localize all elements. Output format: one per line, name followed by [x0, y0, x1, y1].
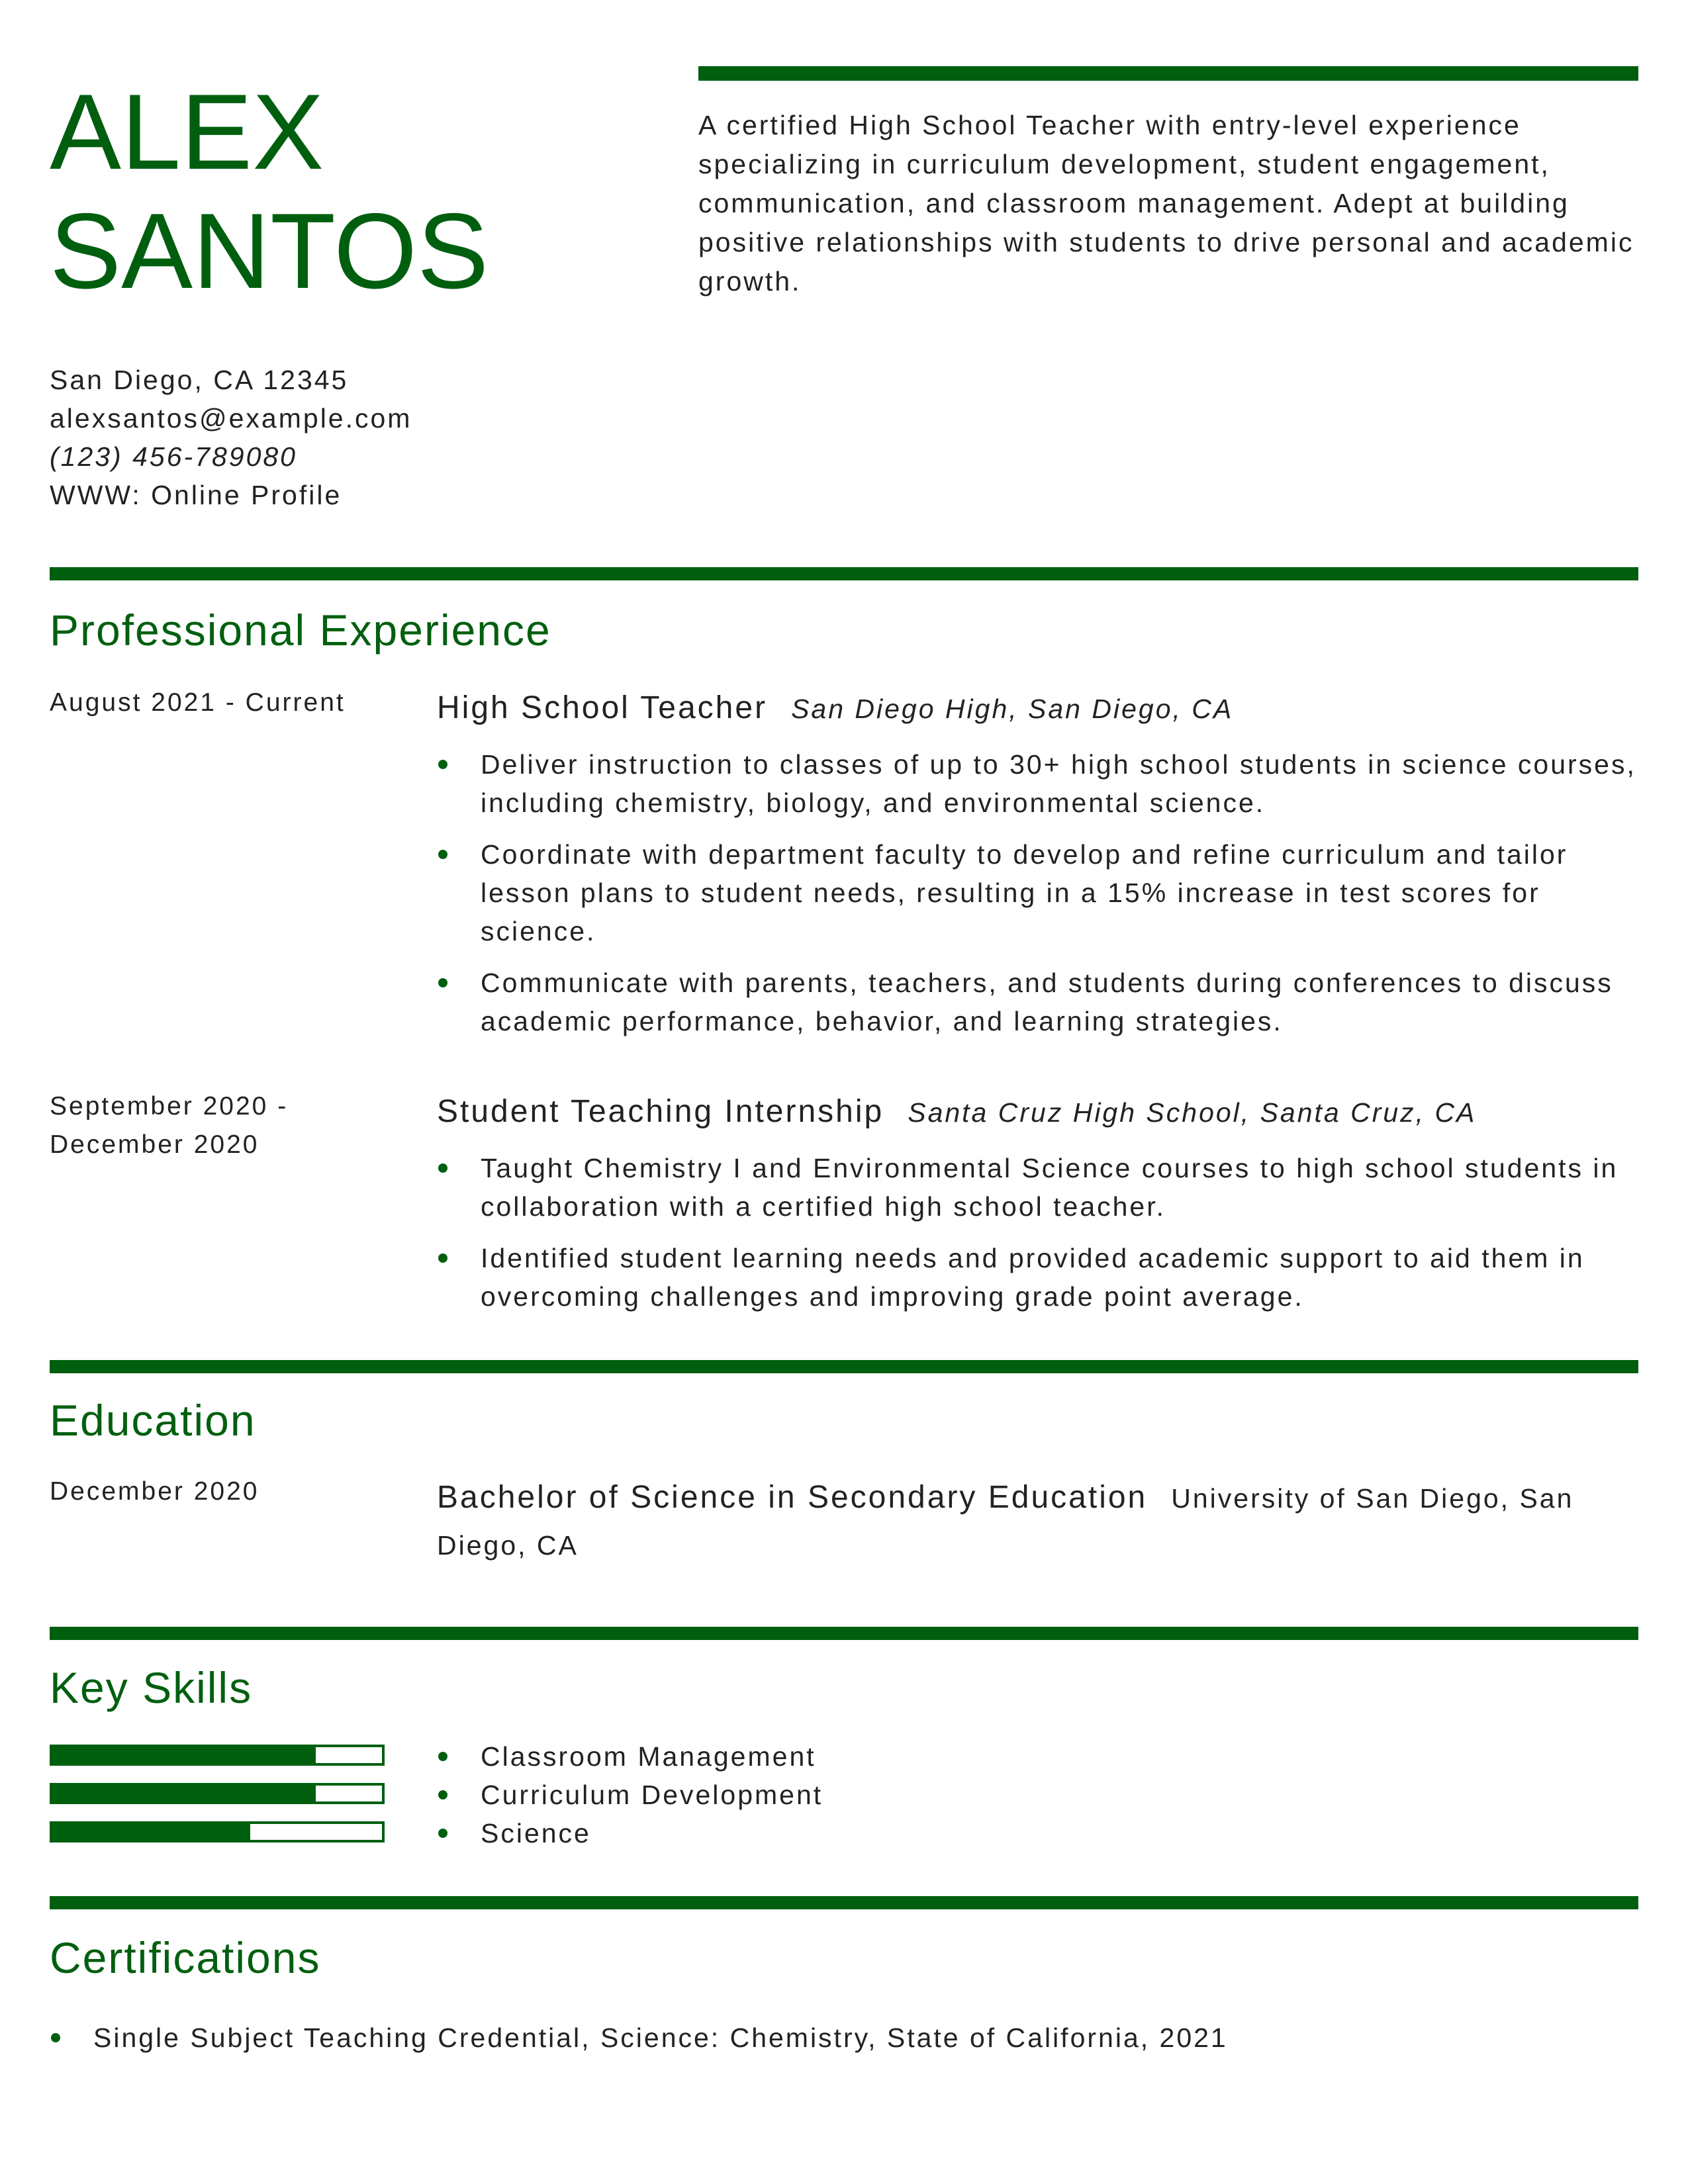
job-heading [437, 685, 1638, 732]
experience-title: Professional Experience [50, 606, 551, 655]
skill-level-fill [52, 1786, 316, 1801]
list-item: Taught Chemistry I and Environmental Science courses to high school students in collaboration with a certified high school teacher. [437, 1149, 1638, 1226]
job-bullets [437, 745, 1638, 1040]
skill-level-bar [50, 1783, 385, 1804]
list-item: Single Subject Teaching Credential, Science: Chemistry, State of California, 2021 [50, 2019, 1638, 2057]
education-title: Education [50, 1396, 256, 1445]
certifications-divider [50, 1896, 1638, 1909]
contact-phone[interactable]: (123) 456-789080 [50, 441, 297, 472]
job-dates [50, 1087, 394, 1164]
contact-website[interactable]: WWW: Online Profile [50, 480, 342, 510]
skills-title: Key Skills [50, 1663, 253, 1712]
education-heading [437, 1475, 1638, 1569]
job-dates: August 2021 - Current [50, 688, 346, 717]
job-entry [437, 1089, 1638, 1316]
contact-info [50, 361, 412, 514]
degree: Bachelor of Science in Secondary Education [437, 1480, 1148, 1515]
skills-divider [50, 1627, 1638, 1640]
job-dates-end: December 2020 [50, 1130, 259, 1159]
list-item: Classroom Management [437, 1737, 1638, 1776]
skill-level-fill [52, 1824, 250, 1840]
job-org: Santa Cruz High School, Santa Cruz, CA [908, 1097, 1477, 1128]
skills-list-wrap [437, 1737, 1638, 1852]
education-date: December 2020 [50, 1477, 259, 1506]
summary-divider [698, 66, 1638, 81]
contact-address: San Diego, CA 12345 [50, 365, 349, 395]
education-divider [50, 1360, 1638, 1373]
job-bullets [437, 1149, 1638, 1316]
certifications-list [50, 2019, 1638, 2057]
experience-divider [50, 567, 1638, 580]
education-entry [437, 1475, 1638, 1569]
job-org: San Diego High, San Diego, CA [791, 694, 1234, 724]
certifications-list-wrap [50, 2005, 1638, 2057]
list-item: Identified student learning needs and provided academic support to aid them in overcoming challenges and improving grade point average. [437, 1239, 1638, 1316]
name-first: ALEX [50, 72, 324, 192]
skill-level-fill [52, 1747, 316, 1763]
job-role: Student Teaching Internship [437, 1094, 884, 1129]
job-heading [437, 1089, 1638, 1136]
professional-summary: A certified High School Teacher with entry-level experience specializing in curriculum development, student engagement, communication, and classroom management. Adept at building positive relationships with students to drive personal and academic growth. [698, 110, 1634, 296]
certifications-title: Certifications [50, 1933, 321, 1982]
skill-level-bar [50, 1821, 385, 1843]
list-item: Deliver instruction to classes of up to 30+ high school students in science courses, including chemistry, biology, and environmental science. [437, 745, 1638, 822]
job-dates-start: September 2020 - [50, 1092, 289, 1120]
skills-list [437, 1737, 1638, 1852]
name-last: SANTOS [50, 191, 489, 311]
job-role: High School Teacher [437, 690, 768, 725]
list-item: Coordinate with department faculty to develop and refine curriculum and tailor lesson plans to student needs, resulting in a 15% increase in test scores for science. [437, 835, 1638, 950]
skill-level-bar [50, 1745, 385, 1766]
school: University of San Diego, San Diego, CA [437, 1483, 1574, 1561]
list-item: Communicate with parents, teachers, and students during conferences to discuss academic performance, behavior, and learning strategies. [437, 964, 1638, 1040]
job-entry [437, 685, 1638, 1040]
candidate-name [50, 73, 489, 311]
list-item: Science [437, 1814, 1638, 1852]
contact-email[interactable]: alexsantos@example.com [50, 403, 412, 433]
list-item: Curriculum Development [437, 1776, 1638, 1814]
